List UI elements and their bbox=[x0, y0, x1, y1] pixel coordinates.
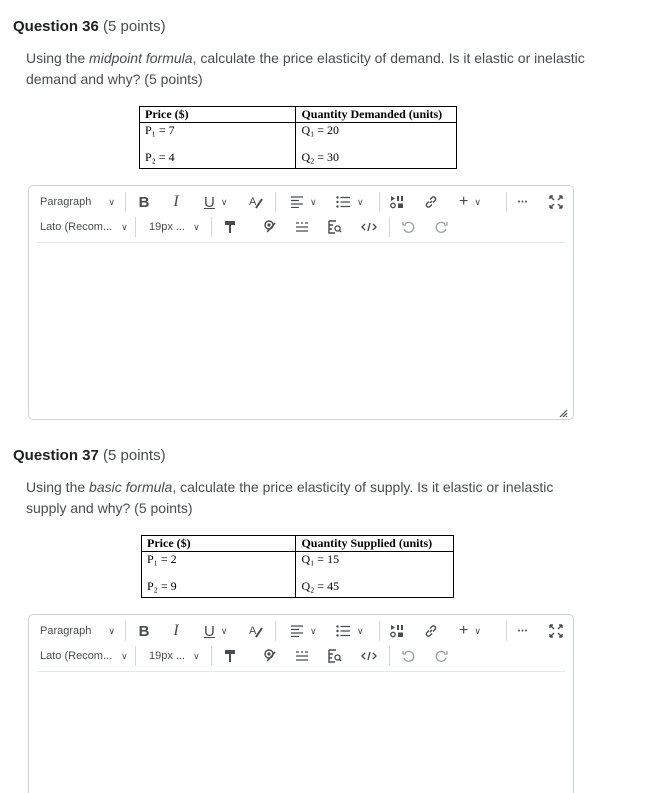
toolbar-separator bbox=[275, 621, 276, 641]
word-count-icon[interactable] bbox=[294, 644, 310, 668]
answer-editor bbox=[28, 185, 574, 420]
bullet-list-icon bbox=[336, 196, 351, 208]
align-left-icon bbox=[290, 625, 304, 637]
chevron-down-icon: ∨ bbox=[357, 196, 364, 207]
preview-icon[interactable] bbox=[327, 215, 343, 239]
list-button[interactable] bbox=[336, 619, 364, 643]
chevron-down-icon: ∨ bbox=[310, 196, 317, 207]
chevron-down-icon: ∨ bbox=[108, 625, 115, 636]
table-header-price: Price ($) bbox=[140, 107, 296, 123]
fullscreen-icon[interactable] bbox=[548, 619, 564, 643]
chevron-down-icon: ∨ bbox=[193, 650, 200, 661]
question-text-part: Using the bbox=[26, 479, 90, 495]
bold-button[interactable]: B bbox=[138, 193, 150, 211]
plus-icon: + bbox=[459, 193, 469, 210]
table-cell: P₁ = 7 bbox=[140, 123, 296, 139]
chevron-down-icon: ∨ bbox=[310, 625, 317, 636]
question-heading bbox=[13, 447, 166, 464]
paragraph-format-select[interactable] bbox=[40, 619, 115, 643]
toolbar-separator bbox=[211, 646, 212, 666]
question-points: (5 points) bbox=[103, 18, 166, 35]
accessibility-checker-icon[interactable] bbox=[262, 644, 278, 668]
price-quantity-table bbox=[139, 106, 457, 169]
table-cell: Q₁ = 20 bbox=[296, 123, 457, 139]
insert-media-icon[interactable] bbox=[389, 190, 405, 214]
insert-media-icon[interactable] bbox=[389, 619, 405, 643]
preview-icon[interactable] bbox=[327, 644, 343, 668]
table-cell: P₂ = 4 bbox=[140, 150, 296, 168]
italic-button[interactable]: I bbox=[173, 193, 179, 210]
table-spacer bbox=[140, 138, 296, 150]
source-code-icon[interactable] bbox=[360, 644, 378, 668]
question-text bbox=[26, 477, 586, 519]
font-family-label: Lato (Recom... bbox=[40, 650, 113, 662]
toolbar-separator bbox=[389, 217, 390, 237]
chevron-down-icon: ∨ bbox=[474, 196, 481, 207]
align-left-icon bbox=[290, 196, 304, 208]
table-header-quantity: Quantity Demanded (units) bbox=[296, 107, 457, 123]
toolbar-separator bbox=[379, 621, 380, 641]
toolbar-separator bbox=[211, 217, 212, 237]
resize-handle-icon[interactable] bbox=[558, 405, 568, 415]
align-button[interactable] bbox=[290, 190, 317, 214]
source-code-icon[interactable] bbox=[360, 215, 378, 239]
text-color-icon[interactable] bbox=[247, 190, 265, 214]
question-text-part: Using the bbox=[26, 50, 90, 66]
more-options-icon[interactable]: ••• bbox=[517, 198, 529, 206]
chevron-down-icon: ∨ bbox=[220, 625, 228, 636]
question-title: Question 37 bbox=[13, 447, 99, 464]
chevron-down-icon: ∨ bbox=[121, 650, 128, 661]
question-text-part: , calculate the price elasticity of demand. Is it elastic or inelastic demand and why? (5 points) bbox=[26, 50, 585, 87]
font-family-select[interactable] bbox=[40, 215, 128, 239]
editor-toolbar-row-2 bbox=[29, 644, 573, 668]
table-cell: Q₁ = 15 bbox=[296, 552, 454, 568]
format-painter-icon[interactable] bbox=[222, 215, 238, 239]
undo-icon[interactable] bbox=[400, 215, 416, 239]
underline-label: U bbox=[204, 193, 215, 211]
question-text-emphasis: basic formula bbox=[89, 479, 173, 495]
answer-text-area[interactable] bbox=[29, 672, 573, 793]
chevron-down-icon: ∨ bbox=[121, 221, 128, 232]
font-size-label: 19px ... bbox=[149, 221, 186, 233]
question-text bbox=[26, 48, 586, 90]
question-heading bbox=[13, 18, 166, 35]
table-header-quantity: Quantity Supplied (units) bbox=[296, 536, 454, 552]
font-size-select[interactable] bbox=[149, 215, 200, 239]
font-family-select[interactable] bbox=[40, 644, 128, 668]
more-options-icon[interactable]: ••• bbox=[517, 627, 529, 635]
editor-toolbar-row-1 bbox=[29, 619, 573, 643]
redo-icon[interactable] bbox=[433, 215, 449, 239]
editor-toolbar-row-2 bbox=[29, 215, 573, 239]
paragraph-format-label: Paragraph bbox=[40, 625, 92, 637]
insert-more-button[interactable] bbox=[459, 190, 481, 214]
question-points: (5 points) bbox=[103, 447, 166, 464]
toolbar-separator bbox=[379, 192, 380, 212]
underline-label: U bbox=[204, 622, 215, 640]
format-painter-icon[interactable] bbox=[222, 644, 238, 668]
fullscreen-icon[interactable] bbox=[548, 190, 564, 214]
table-cell: Q₂ = 45 bbox=[296, 579, 454, 597]
bullet-list-icon bbox=[336, 625, 351, 637]
toolbar-separator bbox=[125, 621, 126, 641]
table-spacer bbox=[296, 567, 454, 579]
chevron-down-icon: ∨ bbox=[474, 625, 481, 636]
toolbar-separator bbox=[135, 217, 136, 237]
table-cell: P₁ = 2 bbox=[142, 552, 296, 568]
chevron-down-icon: ∨ bbox=[193, 221, 200, 232]
chevron-down-icon: ∨ bbox=[108, 196, 115, 207]
text-color-icon[interactable] bbox=[247, 619, 265, 643]
list-button[interactable] bbox=[336, 190, 364, 214]
toolbar-separator bbox=[506, 621, 507, 641]
svg-text:A: A bbox=[249, 196, 257, 208]
undo-icon[interactable] bbox=[400, 644, 416, 668]
redo-icon[interactable] bbox=[433, 644, 449, 668]
question-title: Question 36 bbox=[13, 18, 99, 35]
table-spacer bbox=[296, 138, 457, 150]
toolbar-separator bbox=[125, 192, 126, 212]
paragraph-format-label: Paragraph bbox=[40, 196, 92, 208]
link-icon[interactable] bbox=[423, 619, 439, 643]
toolbar-separator bbox=[389, 646, 390, 666]
svg-text:A: A bbox=[249, 625, 257, 637]
underline-button[interactable] bbox=[204, 190, 227, 214]
question-text-emphasis: midpoint formula bbox=[89, 50, 193, 66]
chevron-down-icon: ∨ bbox=[357, 625, 364, 636]
table-cell: P₂ = 9 bbox=[142, 579, 296, 597]
insert-more-button[interactable] bbox=[459, 619, 481, 643]
table-header-price: Price ($) bbox=[142, 536, 296, 552]
align-button[interactable] bbox=[290, 619, 317, 643]
price-quantity-table bbox=[141, 535, 454, 598]
font-size-select[interactable] bbox=[149, 644, 200, 668]
accessibility-checker-icon[interactable] bbox=[262, 215, 278, 239]
font-size-label: 19px ... bbox=[149, 650, 186, 662]
paragraph-format-select[interactable] bbox=[40, 190, 115, 214]
underline-button[interactable] bbox=[204, 619, 227, 643]
chevron-down-icon: ∨ bbox=[220, 196, 228, 207]
editor-toolbar-row-1 bbox=[29, 190, 573, 214]
bold-button[interactable]: B bbox=[138, 622, 150, 640]
table-cell: Q₂ = 30 bbox=[296, 150, 457, 168]
table-spacer bbox=[142, 567, 296, 579]
font-family-label: Lato (Recom... bbox=[40, 221, 113, 233]
word-count-icon[interactable] bbox=[294, 215, 310, 239]
toolbar-separator bbox=[506, 192, 507, 212]
answer-text-area[interactable] bbox=[29, 243, 573, 419]
toolbar-separator bbox=[135, 646, 136, 666]
italic-button[interactable]: I bbox=[173, 622, 179, 639]
question-text-part: , calculate the price elasticity of supply. Is it elastic or inelastic supply and why? (5 points) bbox=[26, 479, 554, 516]
plus-icon: + bbox=[459, 622, 469, 639]
link-icon[interactable] bbox=[423, 190, 439, 214]
answer-editor bbox=[28, 614, 574, 793]
toolbar-separator bbox=[275, 192, 276, 212]
